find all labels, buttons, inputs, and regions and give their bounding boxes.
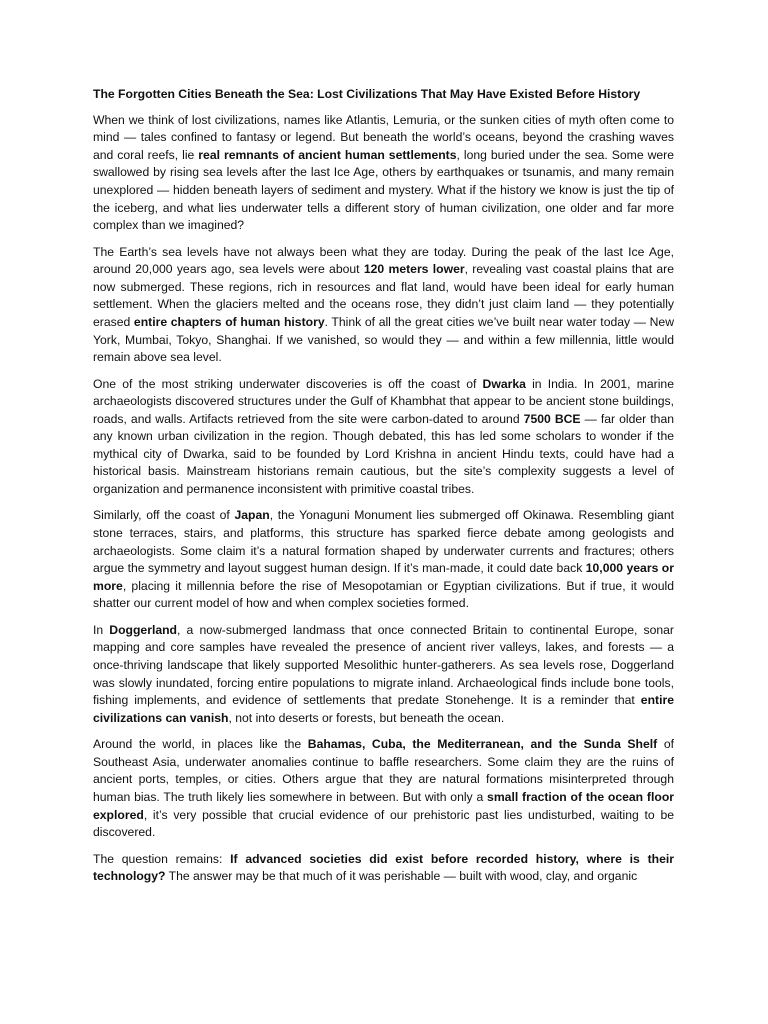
text-run: One of the most striking underwater discoveries is off the coast of [93, 376, 483, 391]
paragraph [93, 622, 674, 728]
text-run: — far older than any known urban civilization in the region. Though debated, this has led some scholars to wonder if the mythical city of Dwarka, said to be founded by Lord Krishna in ancient Hindu texts, could have had a historical basis. Mainstream historians remain cautious, but the site’s complexity suggests a level of organization and permanence inconsistent with primitive coastal tribes. [93, 411, 675, 497]
bold-run: Bahamas, Cuba, the Mediterranean, and the Sunda Shelf [307, 737, 658, 752]
text-run: Similarly, off the coast of [93, 508, 235, 523]
text-run: . Think of all the great cities we’ve built near water today — New York, Mumbai, Tokyo, Shanghai. If we vanished, so would they — and within a few millennia, little would remain above sea level. [93, 314, 674, 365]
bold-run: entire civilizations can vanish [93, 693, 674, 725]
text-run: The Earth’s sea levels have not always been what they are today. During the peak of the last Ice Age, around 20,000 years ago, sea levels were about [93, 244, 674, 277]
paragraph [93, 112, 674, 235]
paragraph [93, 736, 674, 842]
paragraph [93, 507, 674, 613]
text-run: , long buried under the sea. Some were swallowed by rising sea levels after the last Ice Age, others by earthquakes or tsunamis, and many remain unexplored — hidden beneath layers of sediment and mystery. What if the history we know is just the tip of the iceberg, and what lies underwater tells a different story of human civilization, one older and far more complex than we imagined? [93, 147, 674, 233]
bold-run: If advanced societies did exist before recorded history, where is their technology? [93, 851, 674, 884]
bold-run: Japan [234, 508, 270, 523]
text-run: , it’s very possible that crucial evidence of our prehistoric past lies undisturbed, waiting to be discovered. [93, 807, 674, 840]
text-run: in India. In 2001, marine archaeologists discovered structures under the Gulf of Khambhat that appear to be ancient stone buildings, roads, and walls. Artifacts retrieved from the site were carbon-dated to around [93, 376, 674, 426]
text-run: The question remains: [93, 851, 231, 866]
text-run: , a now-submerged landmass that once connected Britain to continental Europe, sonar mapping and core samples have revealed the presence of ancient river valleys, lakes, and forests — a once-thriving landscape that likely supported Mesolithic hunter-gatherers. As sea levels rose, Doggerland was slowly inundated, forcing entire populations to migrate inland. Archaeological finds include bone tools, fishing implements, and evidence of settlements that predate Stonehenge. It is a reminder that [93, 622, 674, 708]
paragraph [93, 376, 674, 499]
text-run: , revealing vast coastal plains that are now submerged. These regions, rich in resources and flat land, would have been ideal for early human settlement. When the glaciers melted and the oceans rose, they didn’t just claim land — they potentially erased [93, 262, 674, 329]
paragraph [93, 244, 674, 367]
text-run: The answer may be that much of it was perishable — built with wood, clay, and organic [165, 869, 638, 884]
paragraph [93, 851, 674, 886]
bold-run: 10,000 years or more [93, 561, 674, 593]
bold-run: real remnants of ancient human settlements [198, 147, 457, 162]
bold-run: small fraction of the ocean floor explored [93, 789, 675, 822]
text-run: In [93, 622, 110, 637]
document-title: The Forgotten Cities Beneath the Sea: Lost Civilizations That May Have Existed Before History [93, 87, 641, 101]
text-run: Around the world, in places like the [93, 737, 308, 752]
bold-run: 120 meters lower [363, 262, 465, 277]
text-run: of Southeast Asia, underwater anomalies continue to baffle researchers. Some claim they are the ruins of ancient ports, temples, or cities. Others argue that they are natural formations misinterpreted through human bias. The truth likely lies somewhere in between. But with only a [93, 737, 674, 804]
text-run: , the Yonaguni Monument lies submerged off Okinawa. Resembling giant stone terraces, stairs, and platforms, this structure has sparked fierce debate among geologists and archaeologists. Some claim it’s a natural formation shaped by underwater currents and fractures; others argue the symmetry and layout suggest human design. If it’s man-made, it could date back [93, 508, 674, 576]
bold-run: Dwarka [482, 376, 526, 391]
bold-run: Doggerland [109, 622, 178, 637]
text-run: When we think of lost civilizations, names like Atlantis, Lemuria, or the sunken cities of myth often come to mind — tales confined to fantasy or legend. But beneath the world’s oceans, beyond the crashing waves and coral reefs, lie [93, 112, 674, 162]
document-page [93, 86, 674, 886]
bold-run: 7500 BCE [523, 411, 581, 426]
bold-run: entire chapters of human history [133, 314, 325, 329]
text-run: , not into deserts or forests, but beneath the ocean. [228, 710, 505, 725]
text-run: , placing it millennia before the rise of Mesopotamian or Egyptian civilizations. But if true, it would shatter our current model of how and when complex societies formed. [93, 578, 674, 611]
